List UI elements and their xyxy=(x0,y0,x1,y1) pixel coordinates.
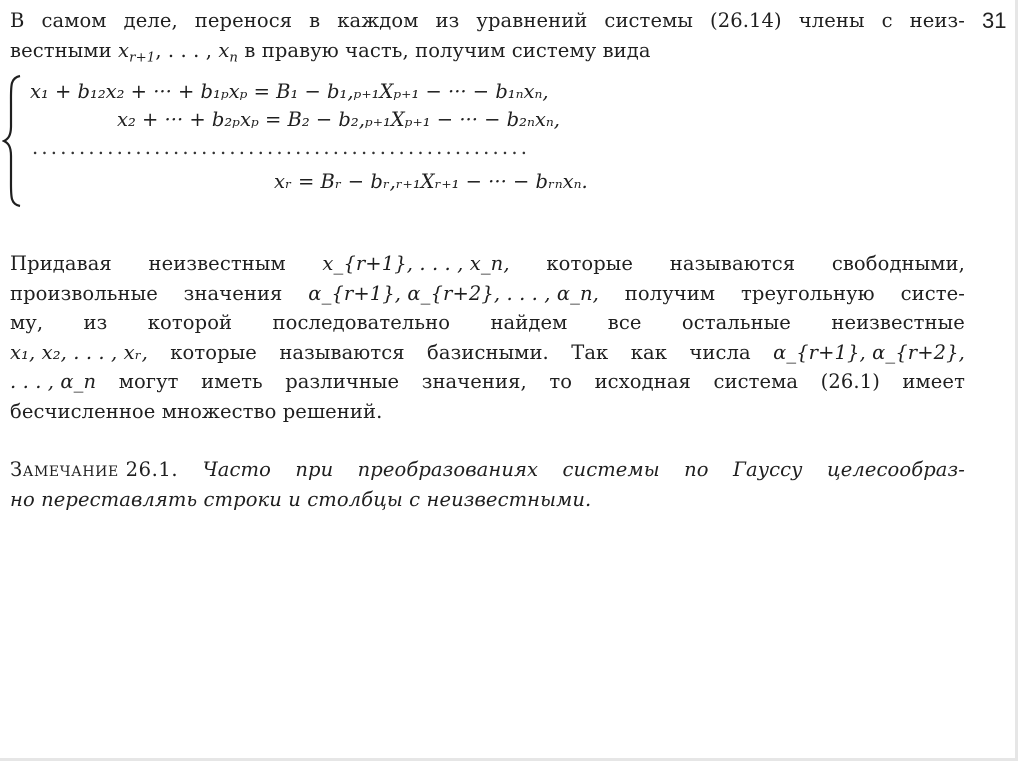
math-var: $x_{r+1}$ xyxy=(118,38,156,66)
equation-system xyxy=(2,74,722,210)
word: неизвестные xyxy=(831,311,965,334)
word: произвольные xyxy=(10,281,158,305)
equation-row-r: xᵣ = Bᵣ − bᵣ,ᵣ₊₁Xᵣ₊₁ − ··· − bᵣₙxₙ. xyxy=(274,170,588,193)
word: самом xyxy=(41,9,107,32)
math-expr: . . . , α_n xyxy=(10,370,97,393)
para-line-5 xyxy=(10,367,965,397)
word: все xyxy=(607,311,642,334)
word: Гауссу xyxy=(732,458,803,481)
para-line-4 xyxy=(10,338,965,368)
word: найдем xyxy=(490,311,568,334)
intro-text: вестными xyxy=(10,38,112,62)
word: получим xyxy=(624,281,716,305)
word: свободными, xyxy=(831,252,965,275)
intro-text: в правую часть, получим систему вида xyxy=(244,38,651,62)
word: деле, xyxy=(123,9,178,32)
remark-line-1 xyxy=(10,455,965,485)
word: иметь xyxy=(201,370,263,393)
word: Придавая xyxy=(10,252,112,275)
word: В xyxy=(10,9,25,32)
math-expr: α_{r+1}, α_{r+2}, xyxy=(773,340,965,364)
equation-row-2: x₂ + ··· + b₂ₚxₚ = B₂ − b₂,ₚ₊₁Xₚ₊₁ − ··· − b₂ₙxₙ, xyxy=(117,108,560,131)
math-sep: , . . . , xyxy=(155,38,219,62)
equation-row-dots: ..................................................... xyxy=(32,136,531,159)
word: значения, xyxy=(421,370,527,393)
word: треугольную xyxy=(740,281,875,305)
word: (26.1) xyxy=(820,370,880,393)
remark-heading: Замечание 26.1. xyxy=(10,458,179,481)
main-paragraph xyxy=(10,249,965,426)
page-number: 31 xyxy=(982,8,1007,33)
word: значения xyxy=(183,281,283,305)
word: из xyxy=(83,311,108,334)
word: преобразованиях xyxy=(357,458,539,481)
word: базисными. xyxy=(427,340,549,364)
word: целесообраз- xyxy=(826,458,965,481)
word: при xyxy=(295,458,334,481)
word: каждом xyxy=(337,9,419,32)
word: называются xyxy=(669,252,796,275)
math-var: $x_n$ xyxy=(218,38,239,66)
intro-paragraph xyxy=(10,6,965,65)
word: с xyxy=(881,9,893,32)
equation-row-1: x₁ + b₁₂x₂ + ··· + b₁ₚxₚ = B₁ − b₁,ₚ₊₁Xₚ₊₁ − ··· − b₁ₙxₙ, xyxy=(30,80,549,103)
word: неиз- xyxy=(909,9,965,32)
intro-line-2 xyxy=(10,36,965,66)
para-line-6: бесчисленное множество решений. xyxy=(10,399,383,423)
word: члены xyxy=(798,9,865,32)
word: числа xyxy=(689,340,751,364)
word: могут xyxy=(118,370,179,393)
word: перенося xyxy=(194,9,293,32)
left-brace-icon xyxy=(2,74,24,208)
word: различные xyxy=(285,370,400,393)
math-expr: x_{r+1}, . . . , x_n, xyxy=(322,252,510,275)
word: исходная xyxy=(594,370,691,393)
word: из xyxy=(435,9,460,32)
word: которые xyxy=(546,252,634,275)
word: последовательно xyxy=(272,311,451,334)
word: систе- xyxy=(900,281,965,305)
math-expr: α_{r+1}, α_{r+2}, . . . , α_n, xyxy=(308,281,599,305)
word: системы xyxy=(604,9,693,32)
word: называются xyxy=(279,340,405,364)
word: остальные xyxy=(681,311,791,334)
para-line-2 xyxy=(10,279,965,309)
word: которые xyxy=(170,340,257,364)
word: как xyxy=(630,340,668,364)
word: система xyxy=(713,370,799,393)
word: Часто xyxy=(202,458,271,481)
remark-line-2: но переставлять строки и столбцы с неизвестными. xyxy=(10,487,592,511)
para-line-1 xyxy=(10,249,965,279)
math-expr: x₁, x₂, . . . , xᵣ, xyxy=(10,340,148,364)
word: системы xyxy=(562,458,660,481)
word: уравнений xyxy=(476,9,588,32)
remark-block xyxy=(10,455,965,514)
word: неизвестным xyxy=(148,252,286,275)
word: по xyxy=(684,458,709,481)
intro-line-1 xyxy=(10,6,965,36)
word: в xyxy=(309,9,321,32)
word: которой xyxy=(147,311,233,334)
word: му, xyxy=(10,311,44,334)
word: имеет xyxy=(902,370,965,393)
word: Так xyxy=(571,340,609,364)
word: (26.14) xyxy=(710,9,782,32)
word: то xyxy=(549,370,573,393)
para-line-3 xyxy=(10,308,965,338)
